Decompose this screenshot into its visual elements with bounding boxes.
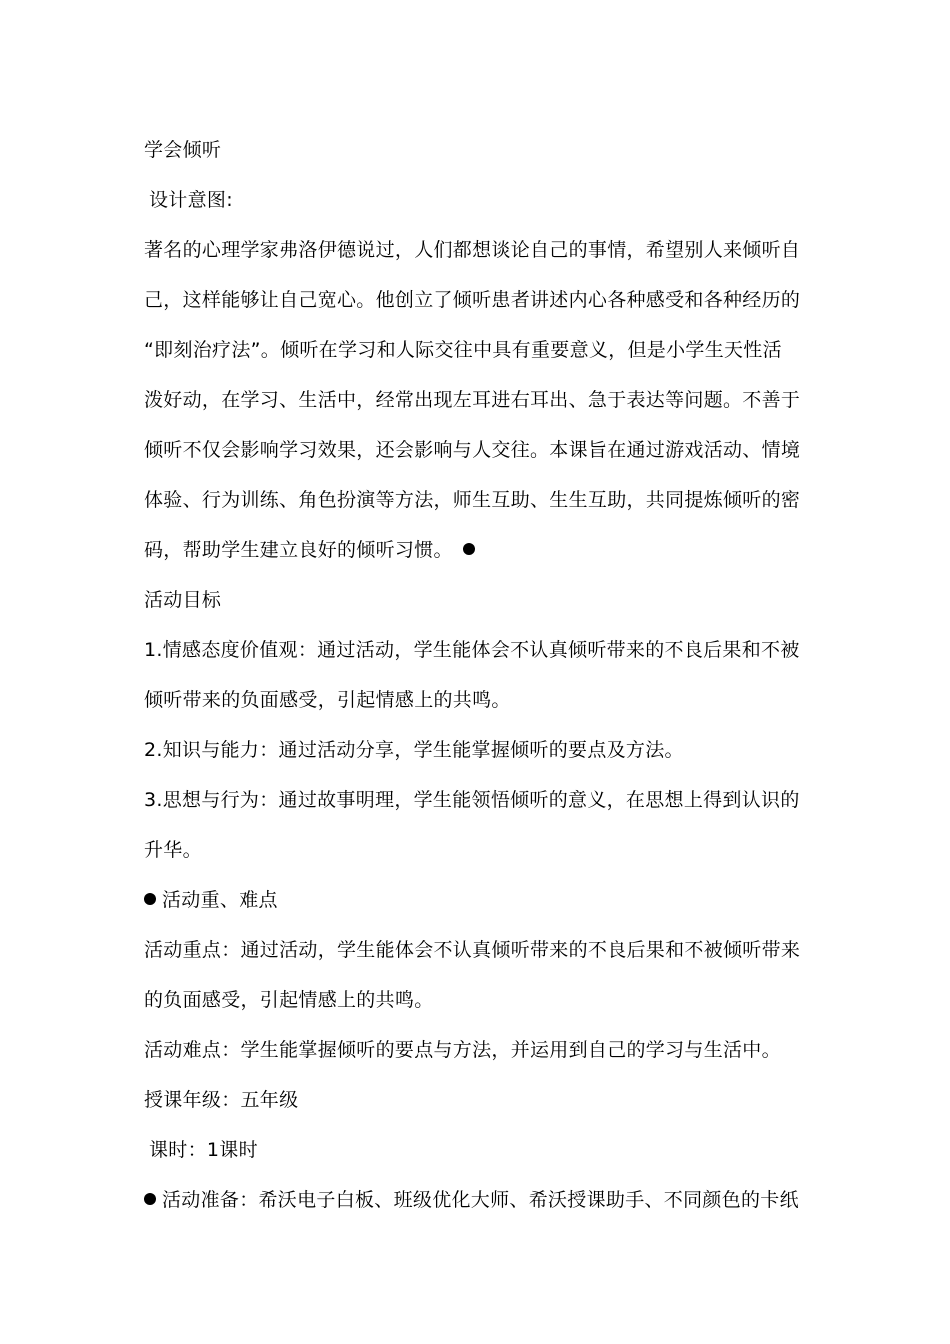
design-intent-heading: 设计意图: <box>149 189 233 211</box>
paragraph-text: 码，帮助学生建立良好的倾听习惯。 <box>144 539 453 561</box>
preparation <box>144 1175 824 1225</box>
document-title: 学会倾听 <box>144 139 222 161</box>
objective-3-line: 升华。 <box>144 839 202 861</box>
objective-3-line: 3.思想与行为：通过故事明理，学生能领悟倾听的意义，在思想上得到认识的 <box>144 789 800 811</box>
bullet-icon <box>463 543 475 555</box>
objectives-heading: 活动目标 <box>144 589 222 611</box>
bullet-icon <box>144 1193 156 1205</box>
paragraph-line: 泼好动，在学习、生活中，经常出现左耳进右耳出、急于表达等问题。不善于 <box>144 389 801 411</box>
grade: 授课年级：五年级 <box>144 1089 299 1111</box>
paragraph-line: “即刻治疗法”。倾听在学习和人际交往中具有重要意义，但是小学生天性活 <box>144 339 782 361</box>
paragraph-line: 著名的心理学家弗洛伊德说过，人们都想谈论自己的事情，希望别人来倾听自 <box>144 239 801 261</box>
class-hours: 课时：1课时 <box>149 1139 258 1161</box>
preparation-text: 活动准备：希沃电子白板、班级优化大师、希沃授课助手、不同颜色的卡纸 <box>162 1189 799 1211</box>
difficulty: 活动难点：学生能掌握倾听的要点与方法，并运用到自己的学习与生活中。 <box>144 1039 781 1061</box>
objective-1-line: 1.情感态度价值观：通过活动，学生能体会不认真倾听带来的不良后果和不被 <box>144 639 800 661</box>
objective-1-line: 倾听带来的负面感受，引起情感上的共鸣。 <box>144 689 511 711</box>
objective-2: 2.知识与能力：通过活动分享，学生能掌握倾听的要点及方法。 <box>144 739 684 761</box>
paragraph-line: 己，这样能够让自己宽心。他创立了倾听患者讲述内心各种感受和各种经历的 <box>144 289 801 311</box>
paragraph-line-last <box>144 525 824 575</box>
key-points-heading-text: 活动重、难点 <box>162 889 278 911</box>
key-point-line: 的负面感受，引起情感上的共鸣。 <box>144 989 434 1011</box>
key-points-heading <box>144 875 824 925</box>
paragraph-line: 体验、行为训练、角色扮演等方法，师生互助、生生互助，共同提炼倾听的密 <box>144 489 801 511</box>
key-point-line: 活动重点：通过活动，学生能体会不认真倾听带来的不良后果和不被倾听带来 <box>144 939 801 961</box>
bullet-icon <box>144 893 156 905</box>
paragraph-line: 倾听不仅会影响学习效果，还会影响与人交往。本课旨在通过游戏活动、情境 <box>144 439 801 461</box>
document-page <box>144 125 824 1225</box>
